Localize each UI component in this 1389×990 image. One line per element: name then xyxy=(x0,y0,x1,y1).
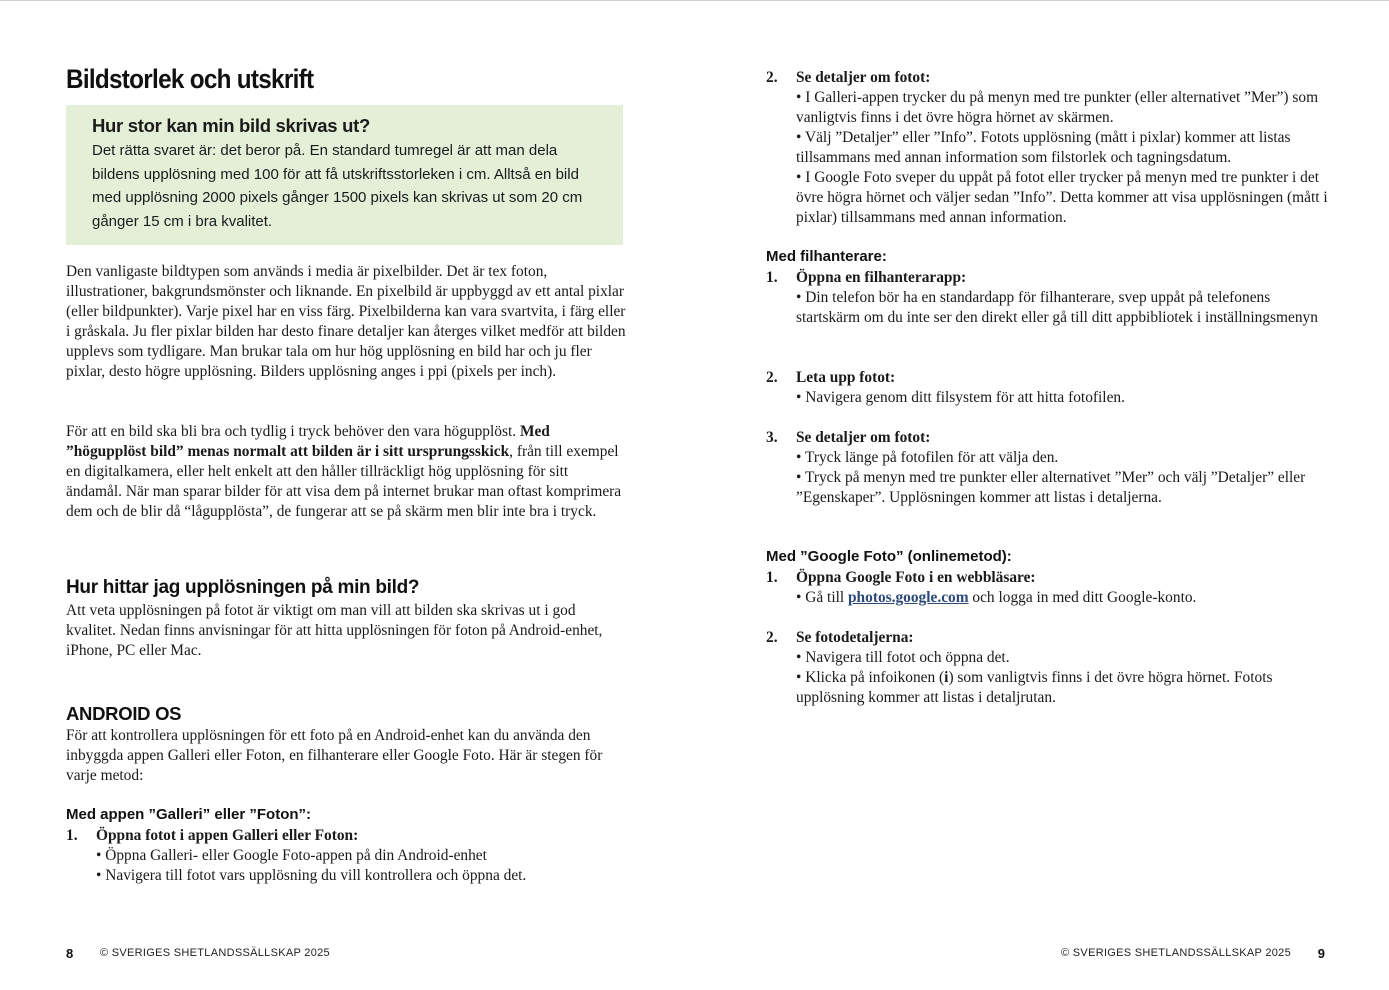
step-title: Se fotodetaljerna: xyxy=(796,629,914,646)
step-number: 2. xyxy=(766,629,778,646)
subheading-file-manager: Med filhanterare: xyxy=(766,248,887,265)
list-item: • Tryck på menyn med tre punkter eller alternativet ”Mer” och välj ”Detaljer” eller ”Egenskaper”. Upplösningen kommer att listas i detaljerna. xyxy=(796,468,1331,508)
list-item-text: och logga in med ditt Google-konto. xyxy=(968,589,1197,606)
print-paragraph-rest: , från till exempel en digitalkamera, eller helt enkelt att den håller tillräckligt hög upplösning för sitt ändamål. När man sparar bilder för att visa dem på internet brukar man oftast komprimera dem och de blir då “lågupplösta”, de fungerar att se på skärm men blir inte bra i tryck. xyxy=(66,443,622,520)
gallery-step-2 xyxy=(766,68,1331,228)
file-step-1 xyxy=(766,268,1331,328)
list-item: • I Galleri-appen trycker du på menyn med tre punkter (eller alternativet ”Mer”) som vanligtvis finns i det övre högra hörnet av skärmen. xyxy=(796,88,1331,128)
print-paragraph-bold: Med ”högupplöst bild” menas normalt att bilden är i sitt ursprungsskick xyxy=(66,423,550,460)
intro-paragraph: Den vanligaste bildtypen som används i media är pixelbilder. Det är tex foton, illustrationer, bakgrundsmönster och liknande. En pixelbild är uppbyggd av ett antal pixlar (eller bildpunkter). Varje pixel har en viss färg. Pixelbilderna kan vara svartvita, i färg eller i gråskala. Ju fler pixlar bilden har desto finare detaljer kan återges vilket medför att bilden upplevs som tydligare. Man brukar tala om hur hög upplösning en bild har och ju fler pixlar, desto högre upplösning. Bilders upplösning anges i ppi (pixels per inch). xyxy=(66,263,626,380)
subheading-google-photos: Med ”Google Foto” (onlinemetod): xyxy=(766,548,1012,565)
info-icon: i xyxy=(944,669,949,686)
page-number-right: 9 xyxy=(1317,946,1325,961)
info-box xyxy=(66,105,623,245)
step-title: Se detaljer om fotot: xyxy=(796,69,931,86)
copyright-left: © SVERIGES SHETLANDSSÄLLSKAP 2025 xyxy=(100,947,330,959)
section-heading-resolution: Hur hittar jag upplösningen på min bild? xyxy=(66,577,420,598)
step-title: Öppna fotot i appen Galleri eller Foton: xyxy=(96,827,359,844)
resolution-paragraph: Att veta upplösningen på fotot är viktigt om man vill att bilden ska skrivas ut i god kvalitet. Nedan finns anvisningar för att hitta upplösningen för foton på Android-enhet, iPhone, PC eller Mac. xyxy=(66,602,603,659)
step-title: Se detaljer om fotot: xyxy=(796,429,931,446)
list-item xyxy=(796,668,1331,708)
google-step-1 xyxy=(766,568,1331,608)
step-number: 2. xyxy=(766,69,778,86)
step-number: 2. xyxy=(766,369,778,386)
list-item: • Navigera genom ditt filsystem för att hitta fotofilen. xyxy=(796,388,1331,408)
step-number: 1. xyxy=(66,827,78,844)
list-item: • Navigera till fotot vars upplösning du vill kontrollera och öppna det. xyxy=(96,866,631,886)
step-title: Leta upp fotot: xyxy=(796,369,896,386)
list-item: • Tryck länge på fotofilen för att välja den. xyxy=(796,448,1331,468)
right-page xyxy=(766,0,1331,990)
subheading-gallery: Med appen ”Galleri” eller ”Foton”: xyxy=(66,806,312,823)
list-item: • Din telefon bör ha en standardapp för filhanterare, svep uppåt på telefonens startskärm om du inte ser den direkt eller gå till ditt appbibliotek i inställningsmenyn xyxy=(796,288,1331,328)
section-heading-android: ANDROID OS xyxy=(66,703,182,724)
step-number: 3. xyxy=(766,429,778,446)
step-title: Öppna Google Foto i en webbläsare: xyxy=(796,569,1036,586)
step-title: Öppna en filhanterarapp: xyxy=(796,269,967,286)
file-step-3 xyxy=(766,428,1331,508)
step-number: 1. xyxy=(766,569,778,586)
step-number: 1. xyxy=(766,269,778,286)
list-item-text: Gå till xyxy=(805,589,848,606)
print-paragraph xyxy=(66,422,626,522)
list-item: • I Google Foto sveper du uppåt på fotot eller trycker på menyn med tre punkter i det övre högra hörnet och väljer sedan ”Info”. Detta kommer att visa upplösningen (mått i pixlar) tillsammans med annan information. xyxy=(796,168,1331,228)
copyright-right: © SVERIGES SHETLANDSSÄLLSKAP 2025 xyxy=(1061,947,1291,959)
list-item-text: ) som vanligtvis finns i det övre högra hörnet. Fotots upplösning kommer att listas i detaljrutan. xyxy=(796,669,1273,706)
google-photos-link[interactable]: photos.google.com xyxy=(848,589,969,606)
print-paragraph-text: För att en bild ska bli bra och tydlig i tryck behöver den vara högupplöst. xyxy=(66,423,520,440)
list-item: • Navigera till fotot och öppna det. xyxy=(796,648,1331,668)
list-item: • Öppna Galleri- eller Google Foto-appen på din Android-enhet xyxy=(96,846,631,866)
list-item: • Välj ”Detaljer” eller ”Info”. Fotots upplösning (mått i pixlar) kommer att listas tillsammans med annan information som filstorlek och tagningsdatum. xyxy=(796,128,1331,168)
info-box-question: Hur stor kan min bild skrivas ut? xyxy=(92,115,370,136)
google-step-2 xyxy=(766,628,1331,708)
gallery-step-1 xyxy=(66,826,631,886)
page-number-left: 8 xyxy=(66,946,74,961)
android-paragraph: För att kontrollera upplösningen för ett foto på en Android-enhet kan du använda den inbyggda appen Galleri eller Foton, en filhanterare eller Google Foto. Här är stegen för varje metod: xyxy=(66,727,603,784)
left-page xyxy=(66,0,626,990)
file-step-2 xyxy=(766,368,1331,408)
page-title: Bildstorlek och utskrift xyxy=(66,64,314,94)
info-box-answer: Det rätta svaret är: det beror på. En standard tumregel är att man dela bildens upplösning med 100 för att få utskriftsstorleken i cm. Alltså en bild med upplösning 2000 pixels gånger 1500 pixels kan skrivas ut som 20 cm gånger 15 cm i bra kvalitet. xyxy=(92,142,583,230)
list-item xyxy=(796,588,1331,608)
list-item-text: Klicka på infoikonen ( xyxy=(805,669,945,686)
